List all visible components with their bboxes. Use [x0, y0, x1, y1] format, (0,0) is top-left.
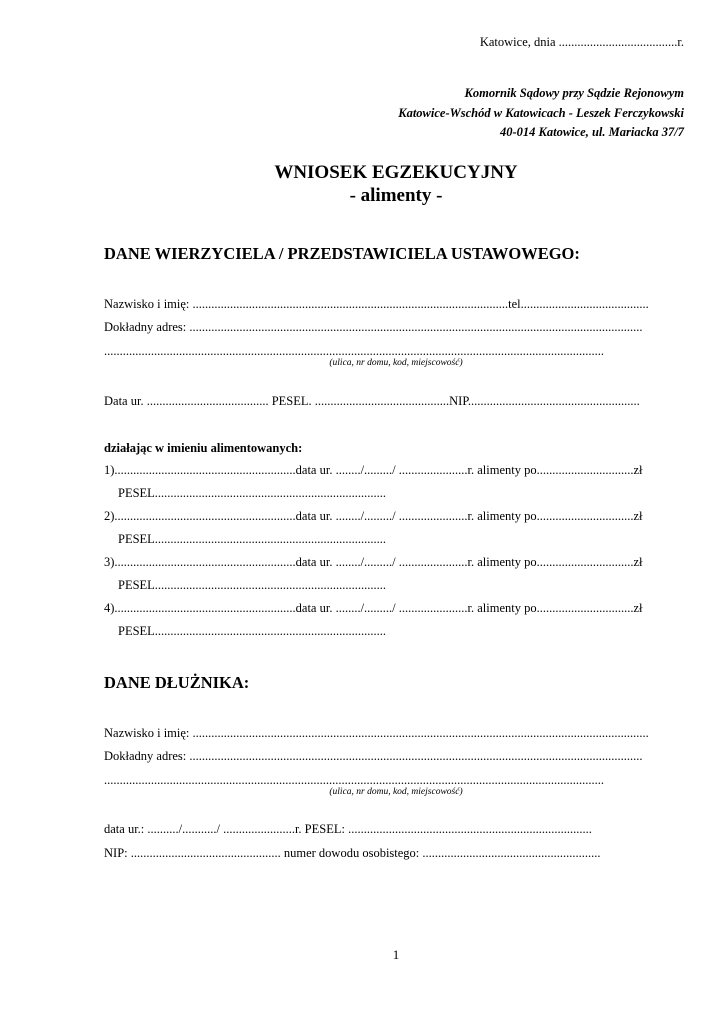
beneficiary-2-line[interactable]: 2)..........................................................data ur. ......../........./ ......................r. alimenty po...............................zł — [104, 509, 643, 523]
beneficiaries-heading: działając w imieniu alimentowanych: — [104, 441, 303, 455]
page-number: 1 — [392, 947, 400, 962]
creditor-address-field[interactable]: Dokładny adres: ................................................................................................................................................. — [104, 320, 643, 334]
bailiff-line-2: Katowice-Wschód w Katowicach - Leszek Ferczykowski — [398, 106, 684, 120]
debtor-name-field[interactable]: Nazwisko i imię: .................................................................................................................................................. — [104, 726, 649, 740]
debtor-heading: DANE DŁUŻNIKA: — [104, 673, 250, 692]
creditor-name-field[interactable]: Nazwisko i imię: .....................................................................................................tel......................................... — [104, 297, 649, 311]
beneficiary-2-pesel[interactable]: PESEL.......................................................................... — [118, 532, 387, 546]
creditor-address-caption: (ulica, nr domu, kod, miejscowość) — [329, 358, 463, 368]
debtor-address-continuation[interactable]: ................................................................................................................................................................ — [104, 773, 604, 787]
date-line: Katowice, dnia ......................................r. — [479, 35, 684, 49]
beneficiary-4-line[interactable]: 4)..........................................................data ur. ......../........./ ......................r. alimenty po...............................zł — [104, 601, 643, 615]
document-title: WNIOSEK EGZEKUCYJNY — [274, 162, 518, 183]
creditor-address-continuation[interactable]: ................................................................................................................................................................ — [104, 344, 604, 358]
beneficiary-1-pesel[interactable]: PESEL.......................................................................... — [118, 486, 387, 500]
bailiff-line-3: 40-014 Katowice, ul. Mariacka 37/7 — [499, 125, 684, 139]
beneficiary-1-line[interactable]: 1)..........................................................data ur. ......../........./ ......................r. alimenty po...............................zł — [104, 463, 643, 477]
creditor-heading: DANE WIERZYCIELA / PRZEDSTAWICIELA USTAWOWEGO: — [104, 244, 580, 263]
document-subtitle: - alimenty - — [349, 185, 443, 206]
debtor-address-field[interactable]: Dokładny adres: ................................................................................................................................................. — [104, 749, 643, 763]
bailiff-line-1: Komornik Sądowy przy Sądzie Rejonowym — [464, 86, 684, 100]
creditor-birth-pesel-nip-field[interactable]: Data ur. ....................................... PESEL. ...........................................NIP....................................................... — [104, 394, 640, 408]
debtor-nip-id-field[interactable]: NIP: ................................................ numer dowodu osobistego: ......................................................... — [104, 846, 601, 860]
beneficiary-3-line[interactable]: 3)..........................................................data ur. ......../........./ ......................r. alimenty po...............................zł — [104, 555, 643, 569]
debtor-address-caption: (ulica, nr domu, kod, miejscowość) — [329, 787, 463, 797]
debtor-birth-pesel-field[interactable]: data ur.: ........../.........../ .......................r. PESEL: .............................................................................. — [104, 822, 592, 836]
beneficiary-4-pesel[interactable]: PESEL.......................................................................... — [118, 624, 387, 638]
beneficiary-3-pesel[interactable]: PESEL.......................................................................... — [118, 578, 387, 592]
